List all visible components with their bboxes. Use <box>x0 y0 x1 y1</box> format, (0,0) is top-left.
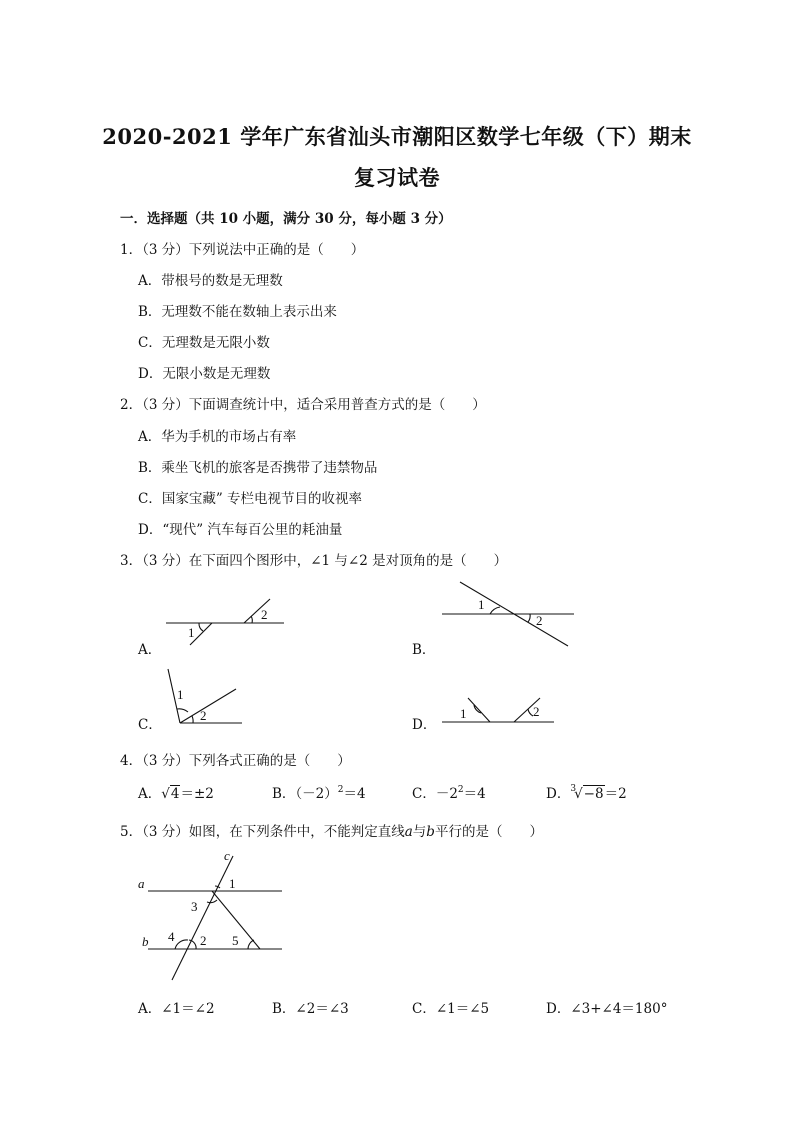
fig-c-middle-ray <box>180 689 236 723</box>
fig-d-left-ray <box>468 698 490 722</box>
label-2: 2 <box>200 933 207 948</box>
q4-option-d <box>546 782 627 802</box>
q1-option-c: C．无理数是无限小数 <box>138 335 270 351</box>
q5-stem <box>120 820 543 840</box>
q3-fig-label-d: D． <box>412 717 437 733</box>
q2-option-c: C．国家宝藏” 专栏电视节目的收视率 <box>138 491 363 507</box>
q1-stem: 1．（3 分）下列说法中正确的是（ ） <box>120 242 365 258</box>
fig-c-arc-1 <box>177 709 188 712</box>
fig-c-label-1: 1 <box>177 687 184 702</box>
arc-4 <box>175 940 188 949</box>
label-b: b <box>142 934 149 949</box>
q4-c-text: C．－2 <box>412 786 458 802</box>
q5-var-a: a <box>404 824 413 840</box>
q4-option-c <box>412 782 486 802</box>
q4-c-exp: 2 <box>457 785 464 795</box>
q5-option-a: A．∠1＝∠2 <box>138 1001 215 1017</box>
q5-option-c: C．∠1＝∠5 <box>412 1001 490 1017</box>
fig-c-label-2: 2 <box>200 708 207 723</box>
arc-3 <box>207 900 217 903</box>
fig-a-arc-2 <box>251 616 252 623</box>
label-5: 5 <box>232 933 239 948</box>
fig-c-arc-2 <box>192 716 193 723</box>
q4-option-a <box>138 782 214 802</box>
fig-b-label-2: 2 <box>536 613 543 628</box>
q5-option-b: B．∠2＝∠3 <box>272 1001 349 1017</box>
q5-stem-pre: 5．（3 分）如图，在下列条件中，不能判定直线 <box>120 824 405 840</box>
q1-option-a: A．带根号的数是无理数 <box>138 273 283 289</box>
label-4: 4 <box>168 929 175 944</box>
q3-fig-label-a: A． <box>138 642 162 658</box>
section-heading: 一．选择题（共 10 小题，满分 30 分，每小题 3 分） <box>120 211 452 227</box>
q4-c-rest: ＝4 <box>463 786 486 802</box>
q3-fig-label-b: B． <box>412 642 436 658</box>
q4-a-prefix: A． <box>138 786 162 802</box>
fig-b-label-1: 1 <box>478 597 485 612</box>
label-a: a <box>138 876 145 891</box>
q4-b-exp: 2 <box>337 785 344 795</box>
q5-var-b: b <box>426 824 435 840</box>
q5-stem-mid: 与 <box>412 824 427 840</box>
q4-d-radicand: −8 <box>583 786 604 802</box>
q5-figure <box>130 848 290 983</box>
fig-d-label-2: 2 <box>533 704 540 719</box>
label-3: 3 <box>191 899 198 914</box>
q4-option-b <box>272 782 366 802</box>
document-title-line1: 2020-2021 学年广东省汕头市潮阳区数学七年级（下）期末 <box>102 124 692 149</box>
q3-stem: 3．（3 分）在下面四个图形中，∠1 与∠2 是对顶角的是（ ） <box>120 553 508 569</box>
q5-option-d: D．∠3+∠4＝180° <box>546 1001 668 1017</box>
q2-option-b: B．乘坐飞机的旅客是否携带了违禁物品 <box>138 460 378 476</box>
line-c <box>172 856 233 980</box>
q3-figure-d <box>438 692 558 726</box>
fig-b-arc-1 <box>490 607 500 614</box>
q2-option-d: D．“现代” 汽车每百公里的耗油量 <box>138 522 343 538</box>
fig-d-label-1: 1 <box>460 706 467 721</box>
q1-option-d: D．无限小数是无理数 <box>138 366 271 382</box>
q4-a-radicand: 4 <box>170 786 180 802</box>
label-1: 1 <box>229 876 236 891</box>
q4-d-prefix: D． <box>546 786 571 802</box>
q4-a-rest: ＝±2 <box>180 786 214 802</box>
document-title-line2: 复习试卷 <box>354 165 440 190</box>
q3-fig-label-c: C． <box>138 717 162 733</box>
q2-option-a: A．华为手机的市场占有率 <box>138 429 297 445</box>
q3-figure-b <box>438 578 578 650</box>
fig-b-arc-2 <box>528 614 530 622</box>
q4-d-rest: ＝2 <box>604 786 627 802</box>
q5-stem-post: 平行的是（ ） <box>434 824 543 840</box>
cube-root-symbol: √ <box>574 786 583 802</box>
label-c: c <box>224 848 230 863</box>
q4-d-index: 3 <box>570 784 577 794</box>
q2-stem: 2．（3 分）下面调查统计中，适合采用普查方式的是（ ） <box>120 397 486 413</box>
q4-b-text: B．（－2） <box>272 786 338 802</box>
q3-figure-a <box>160 595 290 655</box>
q3-figure-c <box>160 665 250 727</box>
q4-stem: 4．（3 分）下列各式正确的是（ ） <box>120 753 351 769</box>
q4-b-rest: ＝4 <box>343 786 366 802</box>
q1-option-b: B．无理数不能在数轴上表示出来 <box>138 304 337 320</box>
sqrt-symbol: √ <box>161 786 170 802</box>
fig-a-label-2: 2 <box>261 607 268 622</box>
fig-a-arc-1 <box>199 623 203 631</box>
fig-a-label-1: 1 <box>188 625 195 640</box>
